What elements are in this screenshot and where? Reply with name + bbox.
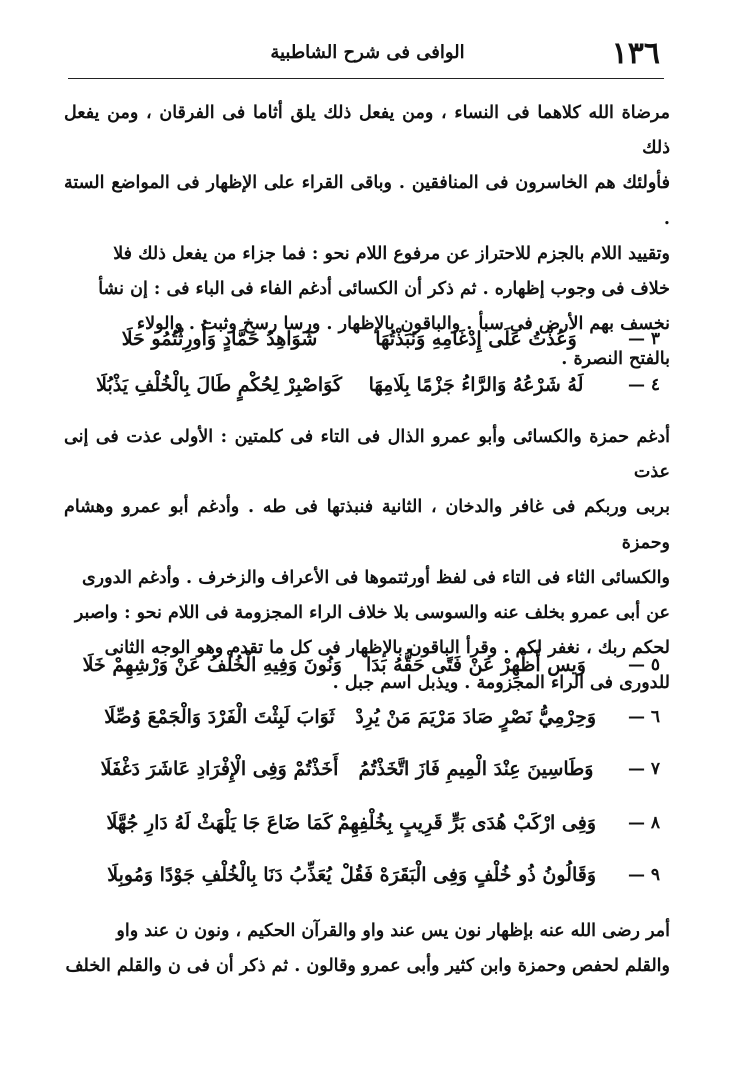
verse-number: ٨ — <box>627 813 660 833</box>
running-title: الوافى فى شرح الشاطبية <box>270 42 465 63</box>
verse-number: ٩ — <box>627 865 660 885</box>
header-rule <box>68 78 664 79</box>
text-line: أدغم حمزة والكسائى وأبو عمرو الذال فى التاء فى كلمتين : الأولى عذت فى إنى عذت <box>64 427 670 483</box>
text-line: للدورى فى الراء المجزومة . ويذبل اسم جبل . <box>332 673 670 694</box>
verse-line <box>100 746 660 792</box>
text-line: مرضاة الله كلاهما فى النساء ، ومن يفعل ذلك يلق أثاما فى الفرقان ، ومن يفعل ذلك <box>64 103 670 159</box>
text-line: لحكم ربك ، نغفر لكم . وقرأ الباقون بالإظهار فى كل ما تقدم وهو الوجه الثانى <box>104 638 670 659</box>
verse-first-hemistich: وَعُذْتُ عَلَى إِدْغَامِهِ وَنَبَذْتُهَا <box>375 328 577 350</box>
verse-second-hemistich: يُعَذِّبُ دَنَا بِالْخُلْفِ جَوْدًا وَمُوبِلَا <box>107 864 332 886</box>
text-line: وتقييد اللام بالجزم للاحتراز عن مرفوع اللام نحو : فما جزاء من يفعل ذلك فلا <box>113 243 670 264</box>
verse-number: ٦ — <box>627 707 660 727</box>
text-line: والكسائى الثاء فى التاء فى لفظ أورثتموها فى الأعراف والزخرف . وأدغم الدورى <box>81 567 670 588</box>
page-header <box>75 34 660 82</box>
text-line: فأولئك هم الخاسرون فى المنافقين . وباقى القراء على الإظهار فى المواضع الستة . <box>64 173 670 229</box>
verse-line <box>96 362 660 408</box>
verse-line <box>100 316 660 362</box>
verse-second-hemistich: وَنُونَ وَفِيهِ الْخُلْفُ عَنْ وَرْشِهِمْ خَلَا <box>82 654 342 676</box>
page-number: ١٣٦ <box>611 36 660 71</box>
text-line: والقلم لحفص وحمزة وابن كثير وأبى عمرو وقالون . ثم ذكر أن فى ن والقلم الخلف <box>65 956 670 977</box>
verse-first-hemistich: وَيس أَظْهِرْ عَنْ فَتًى حَقُّهُ بَدَا <box>366 654 586 676</box>
verse-number: ٧ — <box>627 759 660 779</box>
commentary-paragraph-3 <box>64 914 670 984</box>
text-line: خلاف فى وجوب إظهاره . ثم ذكر أن الكسائى أدغم الفاء فى الباء فى : إن نشأ <box>98 279 670 300</box>
verse-line <box>100 852 660 898</box>
text-line: أمر رضى الله عنه بإظهار نون يس عند واو والقرآن الحكيم ، ونون ن عند واو <box>116 921 670 941</box>
text-line: عن أبى عمرو بخلف عنه والسوسى بلا خلاف الراء المجزومة فى اللام نحو : واصبر <box>74 603 670 624</box>
verse-number: ٤ — <box>627 375 660 395</box>
verse-line <box>82 642 660 688</box>
verse-first-hemistich: وَفِى ارْكَبْ هُدَى بَرٍّ قَرِيبٍ بِخُلْفِهِمْ <box>337 812 596 834</box>
verse-first-hemistich: وَقَالُونُ ذُو خُلْفٍ وَفِى الْبَقَرَهْ فَقُلْ <box>339 864 596 886</box>
verse-number: ٣ — <box>627 329 660 349</box>
verse-first-hemistich: لَهُ شَرْعُهُ وَالرَّاءُ جَزْمًا بِلَامِهَا <box>368 374 584 396</box>
verse-first-hemistich: وَحِرْمِيُّ نَصْرٍ صَادَ مَرْيَمَ مَنْ يُرِدْ <box>355 706 596 728</box>
verse-number: ٥ — <box>627 655 660 675</box>
verse-first-hemistich: وَطَاسِينَ عِنْدَ الْمِيمِ فَازَ اتَّخَذْتُمُ <box>358 758 594 780</box>
text-line: بالفتح النصرة . <box>561 349 670 370</box>
verse-second-hemistich: كَوَاصْبِرْ لِحُكْمٍ طَالَ بِالْخُلْفِ يَذْبُلَا <box>96 374 342 396</box>
text-line: بربى وربكم فى غافر والدخان ، الثانية فنبذتها فى طه . وأدغم أبو عمرو وهشام وحمزة <box>64 497 670 553</box>
verse-second-hemistich: كَمَا ضَاعَ جَا يَلْهَثْ لَهُ دَارِ جُهَّلَا <box>106 812 333 834</box>
text-line: نخسف بهم الأرض فى سبأ . والباقون بالإظهار . ورسا رسخ وثبت . والولاء <box>136 314 670 335</box>
verse-second-hemistich: ثَوَابَ لَبِثْتَ الْفَرْدَ وَالْجَمْعَ وُصِّلَا <box>104 706 335 728</box>
verse-second-hemistich: شَوَاهِدُ حَمَّادٍ وَأُورِثْتُمُو حَلَا <box>121 328 318 350</box>
verse-second-hemistich: أَخَذْتُمْ وَفِى الْإِفْرَادِ عَاشَرَ دَغْفَلَا <box>100 758 339 780</box>
verse-line <box>100 694 660 740</box>
verse-line <box>100 800 660 846</box>
